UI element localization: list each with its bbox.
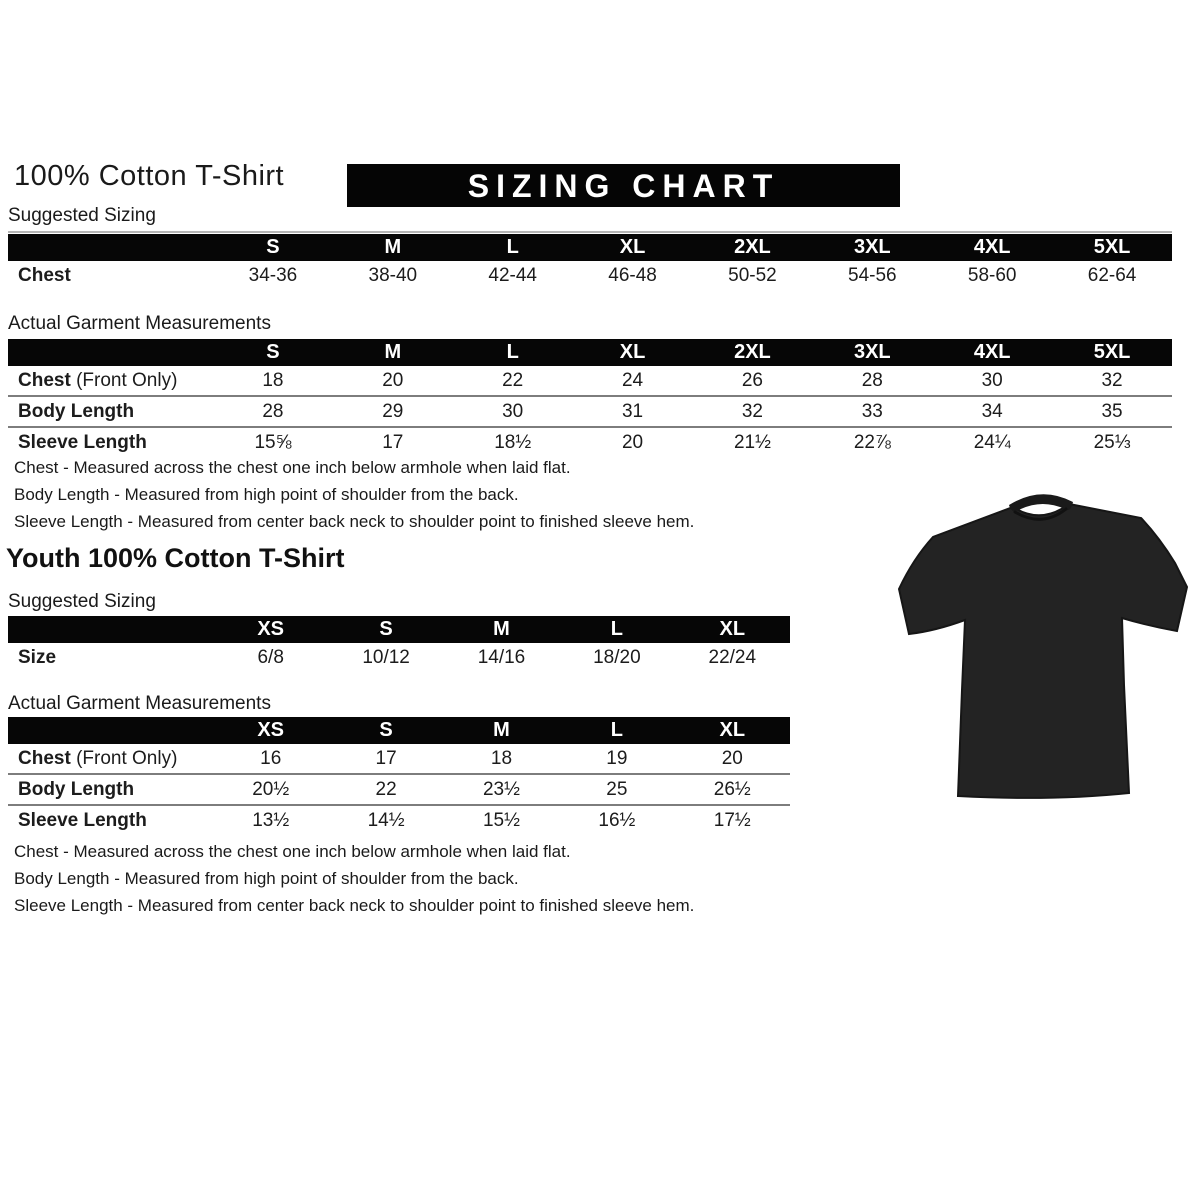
youth-actual-measurements-table [8, 717, 790, 835]
cell-value: 35 [1052, 396, 1172, 427]
cell-value: 20 [573, 427, 693, 457]
cell-value: 17 [333, 427, 453, 457]
adult-actual-measurements-table [8, 339, 1172, 457]
table-row [8, 805, 790, 835]
cell-value: 46-48 [608, 264, 657, 286]
column-header-2xl: 2XL [693, 339, 813, 366]
column-header-s: S [213, 339, 333, 366]
measurement-note: Sleeve Length - Measured from center back neck to shoulder point to finished sleeve hem. [14, 512, 695, 531]
cell-value: 6/8 [257, 646, 284, 668]
table-row [8, 774, 790, 805]
cell-value: 26 [741, 369, 763, 391]
column-header-m: M [444, 717, 559, 744]
adult-measurement-notes [14, 459, 694, 540]
header-spacer [8, 234, 213, 261]
measurement-note: Body Length - Measured from high point of shoulder from the back. [14, 869, 519, 888]
tshirt-image [891, 485, 1197, 811]
cell-value: 18 [262, 369, 284, 391]
column-header-s: S [328, 616, 443, 643]
cell-value: 19 [606, 747, 628, 769]
table-row [8, 744, 790, 774]
cell-value: 17½ [675, 805, 790, 835]
column-header-5xl: 5XL [1052, 339, 1172, 366]
column-header-xl: XL [573, 339, 693, 366]
cell-value: 30 [453, 396, 573, 427]
header-row [8, 616, 790, 643]
cell-value: 22⅞ [812, 427, 932, 457]
cell-value: 18/20 [593, 646, 641, 668]
cell-value: 29 [333, 396, 453, 427]
row-label: Body Length [8, 396, 213, 427]
column-header-m: M [444, 616, 559, 643]
cell-value: 25⅓ [1052, 427, 1172, 457]
cell-value: 14/16 [477, 646, 526, 668]
youth-measurement-notes [14, 843, 694, 924]
row-label: Chest [18, 264, 71, 286]
column-header-2xl: 2XL [693, 234, 813, 261]
cell-value: 16 [260, 747, 282, 769]
table-row [8, 261, 1172, 290]
column-header-l: L [453, 234, 573, 261]
cell-value: 24¼ [932, 427, 1052, 457]
column-header-4xl: 4XL [932, 339, 1052, 366]
cell-value: 21½ [693, 427, 813, 457]
cell-value: 22 [502, 369, 524, 391]
table-row [8, 427, 1172, 457]
row-label: Chest (Front Only) [18, 747, 178, 769]
cell-value: 14½ [328, 805, 443, 835]
cell-value: 58-60 [967, 264, 1017, 286]
measurement-note: Chest - Measured across the chest one inch below armhole when laid flat. [14, 458, 571, 477]
column-header-l: L [559, 717, 674, 744]
column-header-s: S [213, 234, 333, 261]
table-row [8, 366, 1172, 396]
cell-value: 34 [932, 396, 1052, 427]
sizing-chart-banner: SIZING CHART [347, 164, 900, 207]
column-header-4xl: 4XL [932, 234, 1052, 261]
cell-value: 42-44 [488, 264, 537, 286]
column-header-m: M [333, 339, 453, 366]
cell-value: 18 [490, 747, 513, 769]
cell-value: 20½ [213, 774, 328, 805]
table-row [8, 643, 790, 672]
cell-value: 62-64 [1087, 264, 1137, 286]
cell-value: 28 [861, 369, 883, 391]
header-spacer [8, 616, 213, 643]
header-row [8, 234, 1172, 261]
cell-value: 50-52 [728, 264, 777, 286]
header-row [8, 339, 1172, 366]
cell-value: 20 [382, 369, 404, 391]
row-label: Size [18, 646, 57, 668]
column-header-s: S [328, 717, 443, 744]
measurement-note: Sleeve Length - Measured from center back neck to shoulder point to finished sleeve hem. [14, 896, 695, 915]
header-spacer [8, 717, 213, 744]
cell-value: 18½ [453, 427, 573, 457]
adult-actual-measurements-label: Actual Garment Measurements [8, 313, 1172, 341]
tshirt-body [899, 504, 1187, 798]
column-header-l: L [453, 339, 573, 366]
column-header-xl: XL [573, 234, 693, 261]
column-header-5xl: 5XL [1052, 234, 1172, 261]
measurement-note: Body Length - Measured from high point of shoulder from the back. [14, 485, 519, 504]
measurement-note: Chest - Measured across the chest one inch below armhole when laid flat. [14, 842, 571, 861]
cell-value: 54-56 [848, 264, 897, 286]
column-header-l: L [559, 616, 674, 643]
column-header-xs: XS [213, 616, 328, 643]
cell-value: 34-36 [248, 264, 298, 286]
cell-value: 22/24 [708, 646, 757, 668]
column-header-xl: XL [675, 616, 790, 643]
page-title: 100% Cotton T-Shirt [14, 160, 285, 192]
cell-value: 15½ [444, 805, 559, 835]
cell-value: 32 [693, 396, 813, 427]
cell-value: 26½ [675, 774, 790, 805]
row-label: Sleeve Length [8, 805, 213, 835]
header-spacer [8, 339, 213, 366]
cell-value: 23½ [444, 774, 559, 805]
youth-suggested-sizing-label: Suggested Sizing [8, 591, 790, 619]
cell-value: 31 [573, 396, 693, 427]
column-header-3xl: 3XL [812, 339, 932, 366]
column-header-xl: XL [675, 717, 790, 744]
cell-value: 25 [559, 774, 674, 805]
cell-value: 17 [375, 747, 397, 769]
adult-suggested-sizing-label: Suggested Sizing [8, 205, 1172, 233]
table-row [8, 396, 1172, 427]
cell-value: 24 [621, 369, 644, 391]
cell-value: 38-40 [368, 264, 418, 286]
cell-value: 33 [812, 396, 932, 427]
row-label: Sleeve Length [8, 427, 213, 457]
cell-value: 22 [328, 774, 443, 805]
cell-value: 10/12 [362, 646, 410, 668]
row-label: Chest (Front Only) [18, 369, 178, 391]
column-header-xs: XS [213, 717, 328, 744]
row-label: Body Length [8, 774, 213, 805]
cell-value: 28 [213, 396, 333, 427]
cell-value: 15⅝ [213, 427, 333, 457]
column-header-m: M [333, 234, 453, 261]
cell-value: 16½ [559, 805, 674, 835]
cell-value: 30 [981, 369, 1003, 391]
youth-suggested-sizing-table [8, 616, 790, 672]
header-row [8, 717, 790, 744]
youth-title: Youth 100% Cotton T-Shirt [6, 543, 345, 573]
column-header-3xl: 3XL [812, 234, 932, 261]
cell-value: 32 [1101, 369, 1123, 391]
cell-value: 20 [721, 747, 743, 769]
adult-suggested-sizing-table [8, 234, 1172, 290]
cell-value: 13½ [213, 805, 328, 835]
youth-actual-measurements-label: Actual Garment Measurements [8, 693, 790, 721]
